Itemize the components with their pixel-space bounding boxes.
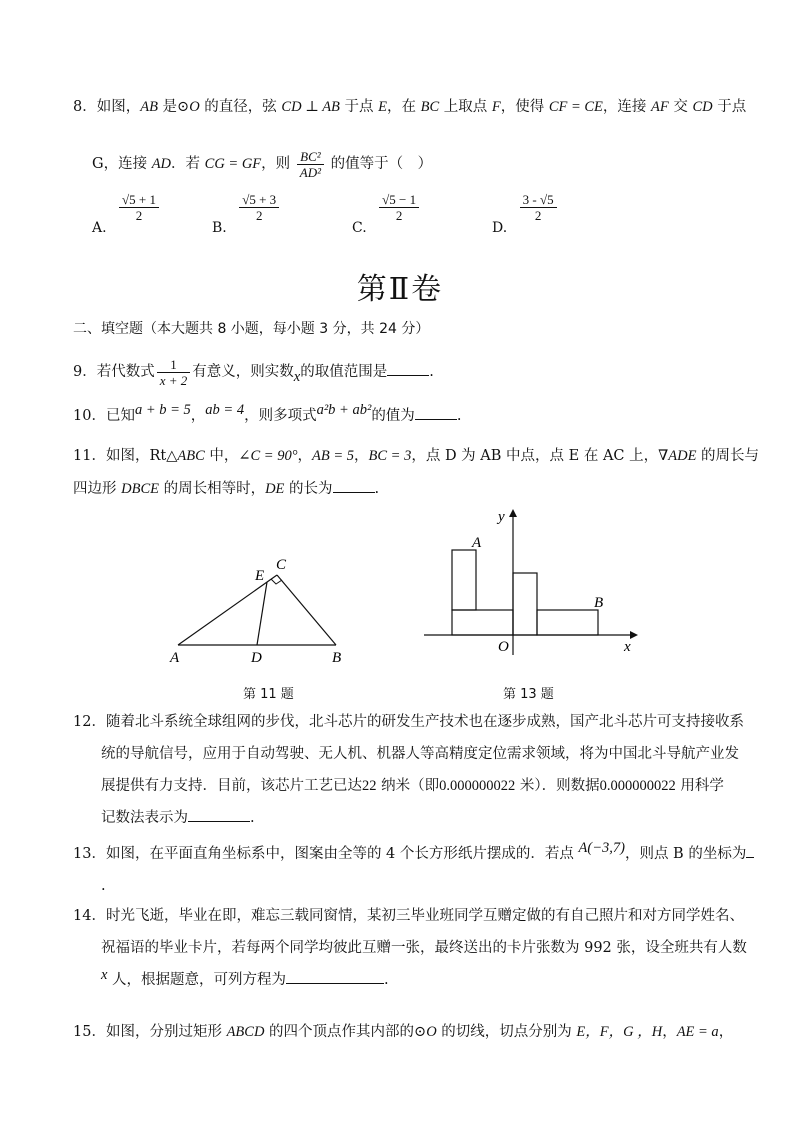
label-c: C — [276, 557, 287, 573]
label-b-13: B — [594, 595, 604, 611]
q14-line1: 14．时光飞逝，毕业在即，难忘三载同窗情，某初三毕业班同学互赠定做的有自己照片和对方同学姓名、 — [73, 908, 744, 924]
label-d: D — [251, 650, 262, 666]
q14-blank[interactable] — [286, 969, 384, 984]
q8-line1: 8．如图，AB 是⊙O 的直径，弦 CD ⊥ AB 于点 E，在 BC 上取点 F，使得 CF = CE，连接 AF 交 CD 于点 — [73, 99, 747, 115]
q11-line2: 四边形 DBCE 的周长相等时，DE 的长为 . — [73, 478, 379, 499]
q8-fraction: $\frac{\text{BC²}}{\text{AD²}}$ — [297, 149, 324, 180]
figure-11-caption: 第 11 题 — [243, 687, 294, 702]
figure-13-coordinate-diagram — [418, 505, 648, 665]
label-e: E — [255, 568, 265, 584]
q10: 10．已知a + b = 5，ab = 4，则多项式a²b + ab²的值为 . — [73, 402, 462, 424]
q10-blank[interactable] — [415, 405, 457, 420]
option-b: B. $\frac{√5 + 3}{2}$ — [212, 192, 281, 223]
q9: 9．若代数式 $\frac{1}{x + 2}$ 有意义，则实数x的取值范围是 . — [73, 356, 434, 388]
figure-11-triangle — [160, 550, 360, 670]
q14-line3: x 人，根据题意，可列方程为 . — [101, 967, 389, 988]
rect-horizontal-left — [452, 610, 513, 635]
q9-blank[interactable] — [387, 361, 429, 376]
side-bc — [277, 575, 336, 645]
label-a-13: A — [472, 535, 482, 551]
segment-de — [257, 582, 267, 645]
option-a: A. $\frac{√5 + 1}{2}$ — [92, 192, 161, 223]
label-o: O — [498, 639, 509, 655]
q13-line2: . — [101, 878, 106, 894]
option-c: C. $\frac{√5 - 1}{2}$ — [352, 192, 421, 223]
figure-13-caption: 第 13 题 — [503, 687, 554, 702]
section-title: 二、填空题（本大题共 8 小题，每小题 3 分，共 24 分） — [73, 321, 430, 337]
q15-line1: 15．如图，分别过矩形 ABCD 的四个顶点作其内部的⊙O 的切线，切点分别为 E，F，G ，H，AE = a， — [73, 1024, 734, 1040]
rect-vertical-center — [513, 573, 537, 635]
option-d: D. $\frac{3 - √5}{2}$ — [492, 192, 559, 223]
rect-a-vertical — [452, 550, 476, 610]
label-x: x — [624, 639, 631, 655]
q14-line2: 祝福语的毕业卡片，若每两个同学均彼此互赠一张，最终送出的卡片张数为 992 张，设全班共有人数 — [101, 940, 747, 956]
q11-blank[interactable] — [333, 478, 375, 493]
y-axis-arrow — [509, 509, 517, 517]
part-title: 第Ⅱ卷 — [356, 272, 444, 307]
x-axis-arrow — [630, 631, 638, 639]
label-y: y — [498, 509, 505, 525]
q11-line1: 11．如图，Rt△ABC 中，∠C = 90°，AB = 5，BC = 3，点 D 为 AB 中点，点 E 在 AC 上，∇ADE 的周长与 — [73, 448, 760, 464]
q12-line1: 12．随着北斗系统全球组网的步伐，北斗芯片的研发生产技术也在逐步成熟，国产北斗芯片可支持接收系 — [73, 714, 744, 730]
q8-line2: G，连接 AD．若 CG = GF，则 $\frac{\text{BC²}}{\text{AD²}}$ 的值等于（ ） — [92, 148, 433, 180]
q13-blank[interactable] — [746, 843, 754, 858]
q13-line1: 13．如图，在平面直角坐标系中，图案由全等的 4 个长方形纸片摆成的．若点 A(−3,7)，则点 B 的坐标为 — [73, 843, 754, 864]
q12-blank[interactable] — [188, 807, 250, 822]
q12-line3: 展提供有力支持．目前，该芯片工艺已达22 纳米（即0.000000022 米）．则数据0.000000022 用科学 — [101, 778, 724, 794]
q12-line2: 统的导航信号，应用于自动驾驶、无人机、机器人等高精度定位需求领域，将为中国北斗导航产业发 — [101, 746, 739, 762]
label-b: B — [332, 650, 342, 666]
q12-line4: 记数法表示为 . — [101, 807, 255, 828]
rect-b-horizontal — [537, 610, 598, 635]
label-a: A — [170, 650, 180, 666]
